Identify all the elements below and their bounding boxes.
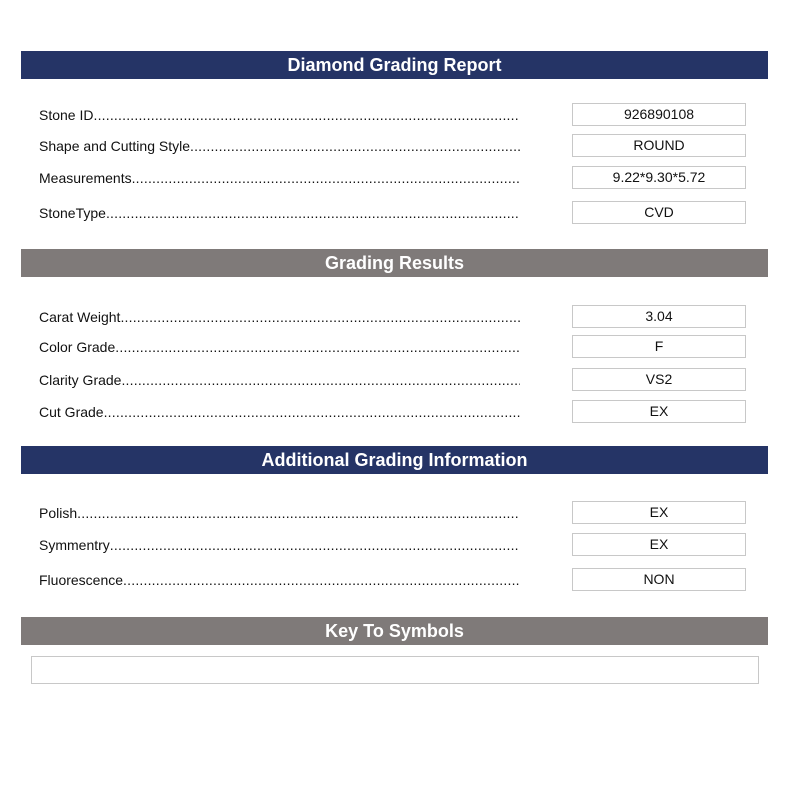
field-carat-weight: [39, 305, 746, 329]
field-label: Shape and Cutting Style .....: [39, 134, 520, 158]
section-header-diamond-grading-report: Diamond Grading Report: [21, 51, 768, 79]
field-stone-id: [39, 103, 746, 127]
field-stone-type: [39, 201, 746, 225]
field-value: 926890108: [572, 103, 746, 126]
field-label: StoneType .....: [39, 201, 520, 225]
field-value: ROUND: [572, 134, 746, 157]
field-label: Color Grade .....: [39, 335, 520, 359]
field-value: F: [572, 335, 746, 358]
field-value: EX: [572, 501, 746, 524]
field-label: Cut Grade .....: [39, 400, 520, 424]
field-label: Stone ID .....: [39, 103, 520, 127]
field-value: 9.22*9.30*5.72: [572, 166, 746, 189]
field-value: VS2: [572, 368, 746, 391]
field-label: Polish .....: [39, 501, 520, 525]
field-value: EX: [572, 400, 746, 423]
section-header-additional-info: Additional Grading Information: [21, 446, 768, 474]
key-to-symbols-box: [31, 656, 759, 684]
field-label: Measurements .....: [39, 166, 520, 190]
field-shape: [39, 134, 746, 158]
field-measurements: [39, 166, 746, 190]
field-cut-grade: [39, 400, 746, 424]
field-label: Symmentry .....: [39, 533, 520, 557]
field-color-grade: [39, 335, 746, 359]
field-value: CVD: [572, 201, 746, 224]
field-symmetry: [39, 533, 746, 557]
field-label: Fluorescence .....: [39, 568, 520, 592]
section-header-grading-results: Grading Results: [21, 249, 768, 277]
field-fluorescence: [39, 568, 746, 592]
field-value: 3.04: [572, 305, 746, 328]
field-polish: [39, 501, 746, 525]
field-clarity-grade: [39, 368, 746, 392]
section-header-key-to-symbols: Key To Symbols: [21, 617, 768, 645]
field-value: EX: [572, 533, 746, 556]
field-label: Clarity Grade .....: [39, 368, 520, 392]
field-label: Carat Weight .....: [39, 305, 520, 329]
field-value: NON: [572, 568, 746, 591]
